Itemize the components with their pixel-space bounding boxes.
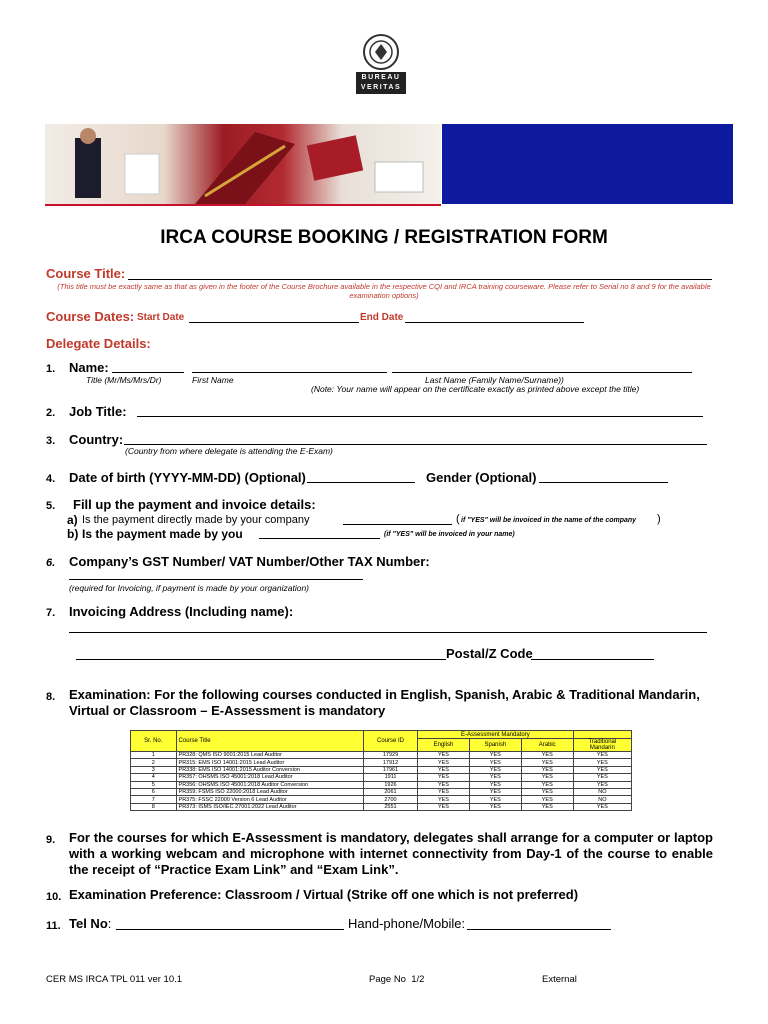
course-title-note: (This title must be exactly same as that as given in the footer of the Course Brochure available in the respective CQI and IRCA training courseware. Please refer to Serial no 8 and 9 for the available examination options) (57, 282, 711, 300)
cell-zh: NO (573, 796, 631, 803)
banner-blue-panel (442, 124, 733, 204)
payment-b-prefix: b) (67, 527, 79, 541)
footer-page-number: Page No 1/2 (369, 974, 425, 985)
cell-sr: 3 (131, 766, 177, 773)
postal-code-field[interactable] (531, 659, 654, 660)
cell-title: PR359: FSMS ISO 22000:2018 Lead Auditor (176, 788, 363, 795)
e-assessment-requirements: For the courses for which E-Assessment is mandatory, delegates shall arrange for a computer or laptop with a working webcam and microphone with internet connectivity from Day-1 of the course to enable the receipt of “Practice Exam Link” and “Exam Link”. (69, 830, 713, 877)
cell-ar: YES (521, 774, 573, 781)
table-row (131, 752, 632, 759)
col-header-spanish: Spanish (469, 739, 521, 752)
cell-ar: YES (521, 766, 573, 773)
col-header-english: English (418, 739, 470, 752)
tax-number-note: (required for Invoicing, if payment is made by your organization) (69, 583, 310, 593)
cell-sr: 8 (131, 803, 177, 810)
last-name-field[interactable] (392, 372, 692, 373)
banner-divider (45, 204, 441, 206)
course-dates-label: Course Dates: (46, 309, 135, 324)
cell-es: YES (469, 759, 521, 766)
q4-number: 4. (46, 473, 56, 485)
table-row (131, 803, 632, 810)
cell-ar: YES (521, 752, 573, 759)
cell-en: YES (418, 766, 470, 773)
cell-sr: 2 (131, 759, 177, 766)
payment-company-field[interactable] (343, 524, 452, 525)
table-row (131, 759, 632, 766)
tel-no-text: Tel No (69, 916, 108, 931)
last-name-hint: Last Name (Family Name/Surname)) (425, 375, 564, 385)
cell-zh: YES (573, 803, 631, 810)
q9-number: 9. (46, 834, 56, 846)
tax-number-field[interactable] (69, 579, 363, 580)
q1-number: 1. (46, 363, 56, 375)
invoicing-address-label: Invoicing Address (Including name): (69, 604, 294, 619)
cell-es: YES (469, 774, 521, 781)
payment-b-text: Is the payment made by you (82, 527, 243, 541)
cell-id: 17912 (364, 759, 418, 766)
cell-id: 2551 (364, 803, 418, 810)
dob-field[interactable] (307, 482, 415, 483)
cell-id: 1911 (364, 774, 418, 781)
form-title: IRCA COURSE BOOKING / REGISTRATION FORM (160, 227, 608, 248)
tel-no-label (69, 916, 111, 931)
q6-number: 6. (46, 557, 56, 569)
dob-label: Date of birth (YYYY-MM-DD) (Optional) (69, 470, 306, 485)
q2-number: 2. (46, 407, 56, 419)
cell-zh: YES (573, 766, 631, 773)
examination-text: Examination: For the following courses conducted in English, Spanish, Arabic & Traditional Mandarin, Virtual or Classroom – E-Assessment is mandatory (69, 687, 700, 718)
cell-title: PR315: EMS ISO 14001:2015 Lead Auditor (176, 759, 363, 766)
cell-title: PR375: FSSC 22000 Version 6 Lead Auditor (176, 796, 363, 803)
cell-id: 17961 (364, 766, 418, 773)
name-label: Name: (69, 360, 109, 375)
bureau-veritas-logo (353, 28, 409, 98)
col-header-blank (573, 731, 631, 739)
country-label: Country: (69, 432, 124, 447)
cell-zh: YES (573, 752, 631, 759)
cell-id: 2700 (364, 796, 418, 803)
q3-number: 3. (46, 435, 56, 447)
title-hint: Title (Mr/Ms/Mrs/Dr) (86, 375, 162, 385)
cell-sr: 7 (131, 796, 177, 803)
banner-photo (45, 124, 441, 204)
footer-classification: External (542, 974, 577, 985)
payment-a-note: if "YES" will be invoiced in the name of the company (461, 517, 637, 524)
invoicing-address-field-2[interactable] (76, 659, 446, 660)
cell-id: 17929 (364, 752, 418, 759)
cell-en: YES (418, 759, 470, 766)
seal-icon (353, 28, 409, 72)
payment-self-field[interactable] (259, 538, 380, 539)
cell-zh: NO (573, 788, 631, 795)
col-header-course-id: Course ID (364, 731, 418, 752)
cell-zh: YES (573, 759, 631, 766)
gender-label: Gender (Optional) (426, 470, 537, 485)
gender-field[interactable] (539, 482, 668, 483)
cell-en: YES (418, 803, 470, 810)
tel-no-colon: : (107, 916, 112, 931)
cell-es: YES (469, 752, 521, 759)
invoicing-address-field[interactable] (69, 632, 707, 633)
payment-b-note: (if "YES" will be invoiced in your name) (384, 531, 515, 538)
job-title-field[interactable] (137, 416, 703, 417)
q11-number: 11. (46, 920, 61, 932)
cell-title: PR356: OHSMS ISO 45001:2018 Auditor Conversion (176, 781, 363, 788)
cell-ar: YES (521, 781, 573, 788)
start-date-label: Start Date (137, 312, 185, 323)
cell-zh: YES (573, 781, 631, 788)
cell-sr: 1 (131, 752, 177, 759)
cell-en: YES (418, 774, 470, 781)
q7-number: 7. (46, 607, 56, 619)
logo-line-2: VERITAS (360, 84, 402, 91)
cell-title: PR338: EMS ISO 14001:2015 Auditor Conversion (176, 766, 363, 773)
cell-sr: 6 (131, 788, 177, 795)
col-header-arabic: Arabic (521, 739, 573, 752)
end-date-field[interactable] (405, 322, 584, 323)
table-row (131, 796, 632, 803)
table-row (131, 788, 632, 795)
cell-es: YES (469, 803, 521, 810)
q10-number: 10. (46, 891, 62, 903)
cell-ar: YES (521, 759, 573, 766)
cell-es: YES (469, 766, 521, 773)
cell-id: 1926 (364, 781, 418, 788)
cell-ar: YES (521, 788, 573, 795)
payment-a-close-paren: ) (657, 513, 661, 525)
cell-es: YES (469, 781, 521, 788)
table-row (131, 766, 632, 773)
end-date-label: End Date (360, 312, 404, 323)
payment-heading: Fill up the payment and invoice details: (73, 497, 316, 512)
job-title-label: Job Title: (69, 404, 127, 419)
tax-number-label: Company’s GST Number/ VAT Number/Other TAX Number: (69, 554, 430, 569)
cell-sr: 5 (131, 781, 177, 788)
cell-en: YES (418, 781, 470, 788)
tel-no-field[interactable] (116, 929, 344, 930)
logo-line-1: BUREAU (361, 74, 401, 81)
course-title-label: Course Title: (46, 266, 126, 281)
payment-a-prefix: a) (67, 513, 78, 527)
mobile-field[interactable] (467, 929, 611, 930)
cell-es: YES (469, 796, 521, 803)
start-date-field[interactable] (189, 322, 359, 323)
delegate-details-heading: Delegate Details: (46, 336, 151, 351)
name-title-field[interactable] (112, 372, 184, 373)
first-name-field[interactable] (192, 372, 387, 373)
cell-ar: YES (521, 796, 573, 803)
cell-en: YES (418, 752, 470, 759)
cell-en: YES (418, 788, 470, 795)
footer-doc-id: CER MS IRCA TPL 011 ver 10.1 (46, 974, 183, 985)
table-row (131, 774, 632, 781)
name-note: (Note: Your name will appear on the certificate exactly as printed above except the title) (311, 384, 640, 394)
cell-ar: YES (521, 803, 573, 810)
q5-number: 5. (46, 500, 56, 512)
col-header-course-title: Course Title (176, 731, 363, 752)
cell-sr: 4 (131, 774, 177, 781)
cell-title: PR357: OHSMS ISO 45001:2018 Lead Auditor (176, 774, 363, 781)
payment-a-paren: ( (456, 513, 460, 525)
country-note: (Country from where delegate is attending the E-Exam) (125, 446, 333, 456)
exam-table (130, 730, 632, 811)
cell-zh: YES (573, 774, 631, 781)
q8-number: 8. (46, 691, 56, 703)
table-row (131, 781, 632, 788)
exam-preference-text: Examination Preference: Classroom / Virtual (Strike off one which is not preferred) (69, 887, 579, 902)
header-banner (45, 124, 733, 206)
mobile-label: Hand-phone/Mobile: (348, 916, 466, 931)
cell-title: PR328: QMS ISO 9001:2015 Lead Auditor (176, 752, 363, 759)
col-header-group: E-Assessment Mandatory (418, 731, 574, 739)
country-field[interactable] (124, 444, 707, 445)
cell-es: YES (469, 788, 521, 795)
cell-en: YES (418, 796, 470, 803)
payment-a-text: Is the payment directly made by your company (82, 514, 310, 526)
cell-id: 2061 (364, 788, 418, 795)
course-title-field[interactable] (128, 279, 712, 280)
col-header-mandarin: Traditional Mandarin (573, 739, 631, 752)
cell-title: PR373: ISMS ISO/IEC 27001:2022 Lead Auditor (176, 803, 363, 810)
first-name-hint: First Name (192, 375, 234, 385)
postal-code-label: Postal/Z Code (446, 646, 533, 661)
col-header-sr: Sr. No. (131, 731, 177, 752)
